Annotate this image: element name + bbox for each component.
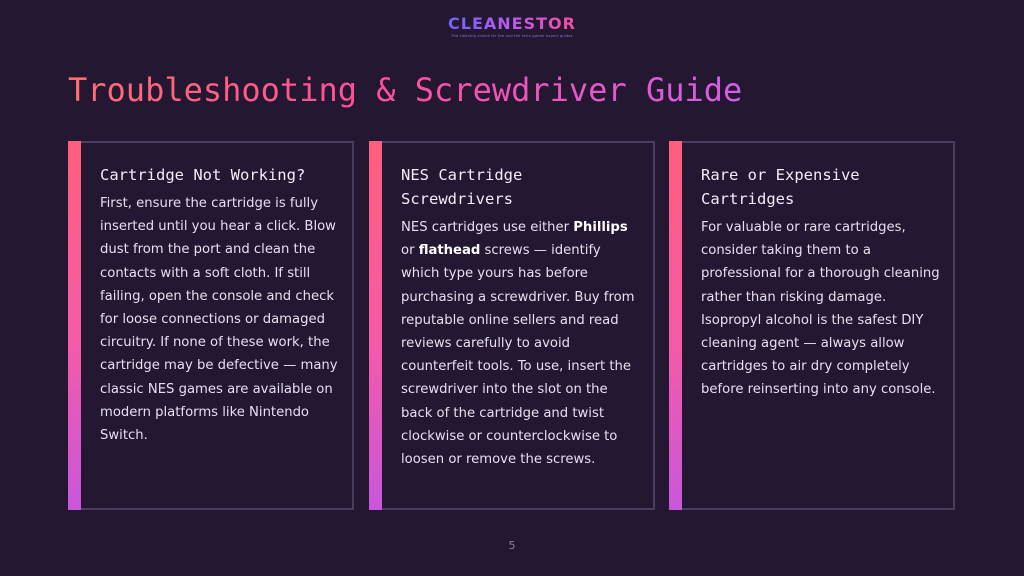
card-title: NES Cartridge Screwdrivers [401,166,523,208]
card-accent-bar [669,141,682,510]
card-accent-bar [369,141,382,510]
logo-tagline: The cleaning choice for the and the retro gamer expert guides [451,34,573,38]
page-title: Troubleshooting & Screwdriver Guide [68,68,742,112]
logo-wordmark: CLEANESTOR [448,14,576,33]
phillips-emphasis: Phillips [573,220,628,235]
card-body-text: NES cartridges use either [401,220,574,235]
card-accent-bar [68,141,81,510]
card-rare-cartridges [669,141,955,510]
page-number: 5 [508,539,516,552]
flathead-emphasis: flathead [418,243,481,259]
card-cartridge-not-working [68,141,354,510]
brand-logo [0,14,1024,39]
card-title: Cartridge Not Working? [100,166,306,184]
card-body [401,216,643,471]
card-body: For valuable or rare cartridges, consider taking them to a professional for a thorough cleaning rather than risking damage. Isopropyl alcohol is the safest DIY cleaning agent — always allow cartridges to air dry completely before reinserting into any console. [701,220,940,398]
card-body-text: or [401,243,419,259]
card-title: Rare or Expensive Cartridges [701,166,860,208]
card-body: First, ensure the cartridge is fully inserted until you hear a click. Blow dust from the port and clean the contacts with a soft cloth. If still failing, open the console and check for loose connections or damaged circuitry. If none of these work, the cartridge may be defective — many classic NES games are available on modern platforms like Nintendo Switch. [100,196,338,444]
card-body-text: screws — identify which type yours has before purchasing a screwdriver. Buy from reputable online sellers and read reviews carefully to avoid counterfeit tools. To use, insert the screwdriver into the slot on the back of the cartridge and twist clockwise or counterclockwise to loosen or remove the screws. [401,243,635,468]
card-nes-screwdrivers [369,141,655,510]
